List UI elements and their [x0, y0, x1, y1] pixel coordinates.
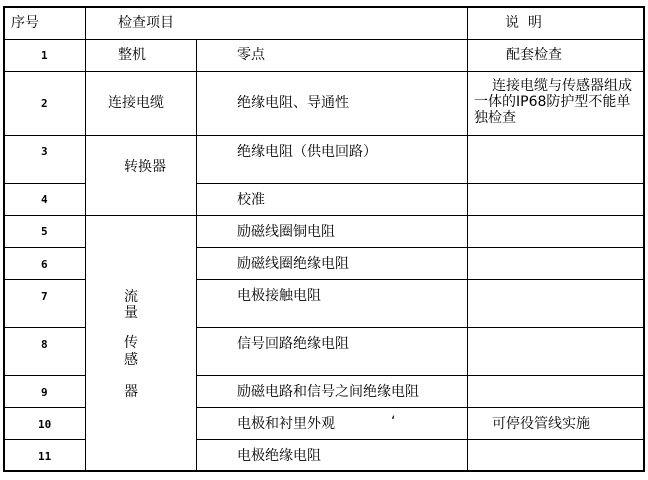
flow-sensor-char-1: 流: [124, 289, 138, 305]
row-6-item: 励磁线圈绝缘电阻: [237, 256, 349, 272]
row-1-desc: 配套检查: [506, 47, 562, 63]
row-2-no: 2: [41, 97, 48, 110]
flow-sensor-char-4: 感: [124, 352, 138, 368]
row-7-item: 电极接触电阻: [237, 288, 321, 304]
row-6-no: 6: [41, 258, 48, 271]
row-5-item: 励磁线圈铜电阻: [237, 224, 335, 240]
row-9-item: 励磁电路和信号之间绝缘电阻: [237, 384, 419, 400]
row-11-no: 11: [38, 450, 52, 463]
row-3-group: 转换器: [124, 159, 166, 175]
row-4-no: 4: [41, 193, 48, 206]
row-4-item: 校准: [237, 192, 265, 208]
row-11-item: 电极绝缘电阻: [237, 448, 321, 464]
row-10-no: 10: [38, 418, 52, 431]
flow-sensor-char-5: 器: [124, 384, 138, 400]
row-10-desc: 可停役管线实施: [492, 416, 590, 432]
row-2-item: 绝缘电阻、导通性: [237, 95, 349, 111]
header-no: 序号: [11, 15, 39, 31]
row-10-item: 电极和衬里外观: [237, 416, 335, 432]
row-1-no: 1: [41, 49, 48, 62]
row-9-no: 9: [41, 386, 48, 399]
flow-sensor-char-2: 量: [124, 305, 138, 321]
row-5-no: 5: [41, 225, 48, 238]
row-8-no: 8: [41, 338, 48, 351]
row-1-group: 整机: [118, 47, 146, 63]
row-10-mark: ‘: [391, 414, 396, 430]
row-1-item: 零点: [237, 47, 265, 63]
flow-sensor-char-3: 传: [124, 335, 138, 351]
row-3-no: 3: [41, 145, 48, 158]
row-2-desc: 连接电缆与传感器组成一体的IP68防护型不能单独检查: [474, 78, 632, 126]
row-2-group: 连接电缆: [108, 95, 164, 111]
header-desc: 说 明: [505, 15, 542, 31]
row-7-no: 7: [41, 290, 48, 303]
row-3-item: 绝缘电阻（供电回路）: [237, 144, 377, 160]
row-8-item: 信号回路绝缘电阻: [237, 336, 349, 352]
header-item: 检查项目: [118, 15, 174, 31]
